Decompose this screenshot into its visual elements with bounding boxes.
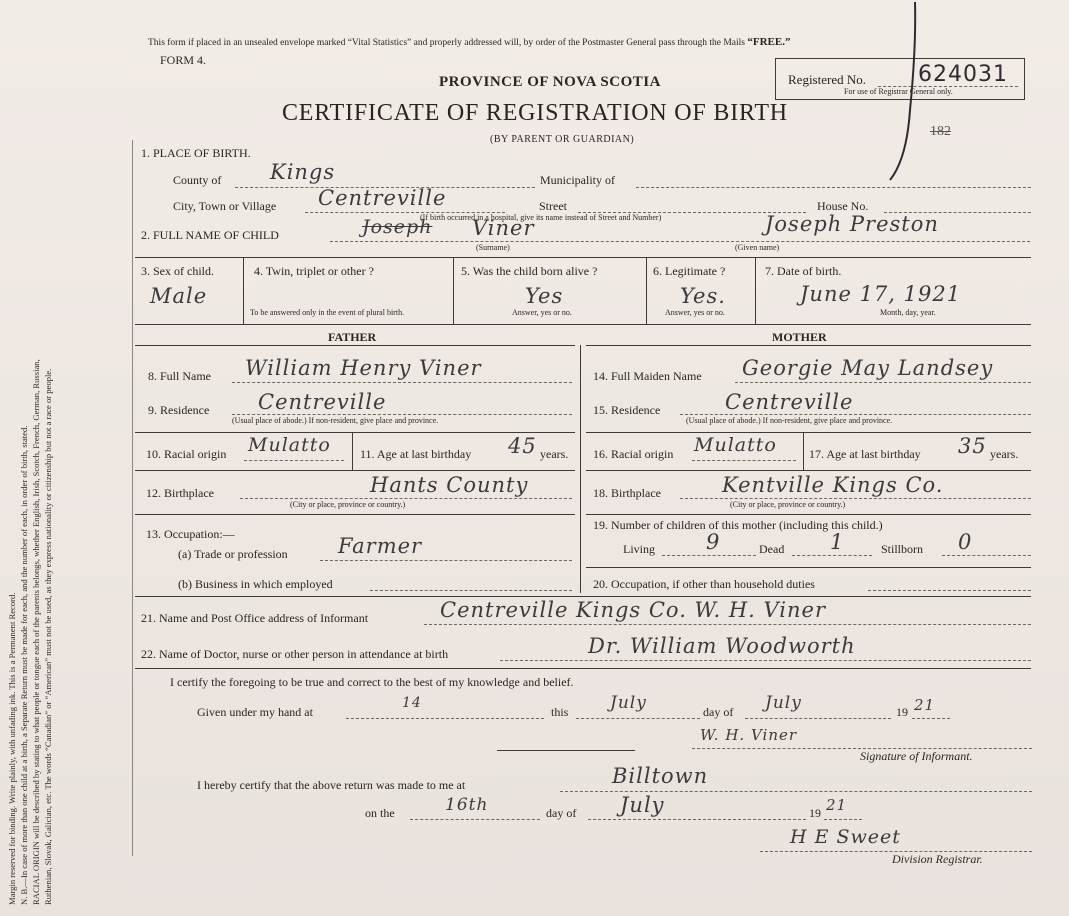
mother-residence-label: 15. Residence [593,403,661,417]
twin-label: 4. Twin, triplet or other ? [254,264,374,278]
father-birthplace-value: Hants County [370,473,529,497]
margin-note-2: N. B.—In case of more than one child at a birth, a Separate Return must be made for each, and the number of each, in order of birth, stated. [19,425,29,905]
hospital-note: (If birth occurred in a hospital, give its name instead of Street and Number) [420,213,662,222]
child-name-label: 2. FULL NAME OF CHILD [141,228,279,242]
certificate-subtitle: (BY PARENT OR GUARDIAN) [490,134,635,145]
city-label: City, Town or Village [173,199,277,213]
father-heading: FATHER [328,330,377,344]
margin-note-4: Ruthenian, Slovak, Galician, etc. The words “Canadian” or “American” must not be used, as they express nationality or citizenship but not a race or people. [43,368,53,905]
row-divider [135,596,1031,597]
mail-free-label: “FREE.” [747,36,791,48]
province-heading: PROVINCE OF NOVA SCOTIA [439,74,661,90]
col-divider [453,257,454,324]
father-name-value: William Henry Viner [245,356,482,380]
living-label: Living [623,542,655,556]
row-divider [586,514,1031,515]
registrar-note: For use of Registrar General only. [844,87,953,96]
registrar-place-line [560,791,1032,792]
on-line [410,819,540,820]
stillborn-label: Stillborn [881,542,924,556]
pen-stroke-graphic [880,0,940,190]
county-value: Kings [270,160,336,184]
mother-name-line [735,382,1031,383]
mother-birthplace-label: 18. Birthplace [593,486,661,500]
this-value: July [610,693,647,713]
this-label: this [551,705,569,719]
registered-label: Registered No. [788,72,866,87]
sex-label: 3. Sex of child. [141,264,214,278]
mother-age-label: 17. Age at last birthday [809,447,921,461]
father-trade-label: (a) Trade or profession [178,547,288,561]
father-residence-value: Centreville [258,390,387,414]
legitimate-note: Answer, yes or no. [665,308,725,317]
mother-birthplace-note: (City or place, province or country.) [730,500,846,509]
registrar-dayof-label: day of [546,806,577,820]
child-surname: Viner [472,216,535,240]
municipality-label: Municipality of [540,173,615,187]
form-number: FORM 4. [160,53,207,67]
informant-signature: W. H. Viner [700,726,798,744]
father-years: years. [540,447,569,461]
informant-signature-caption: Signature of Informant. [860,749,973,763]
living-value: 9 [706,530,721,554]
on-label: on the [365,806,395,820]
margin-note-1: Margin reserved for binding. Write plainly, with unfading ink. This is a Permanent Record. [7,592,17,905]
col-divider [352,432,353,470]
mother-racial-label: 16. Racial origin [593,447,674,461]
father-age-value: 45 [508,434,537,458]
legitimate-value: Yes. [680,284,726,308]
col-divider [755,257,756,324]
father-business-label: (b) Business in which employed [178,577,333,591]
on-value: 16th [445,795,489,815]
registrar-year-line [824,819,862,820]
dob-note: Month, day, year. [880,308,936,317]
registrar-dayof-value: July [620,793,665,817]
mother-name-label: 14. Full Maiden Name [593,369,702,383]
mother-residence-value: Centreville [725,390,854,414]
father-residence-note: (Usual place of abode.) If non-resident, give place and province. [232,416,439,425]
registrar-year-prefix: 19 [809,806,821,820]
father-birthplace-line [240,498,572,499]
given-name-caption: (Given name) [735,243,780,252]
this-line [576,718,700,719]
margin-notes [6,15,54,905]
dead-label: Dead [759,542,785,556]
mother-racial-line [692,460,796,461]
margin-rule [132,140,133,856]
given-value: 14 [402,695,422,711]
mother-years: years. [990,447,1019,461]
row-divider [135,257,1031,258]
center-divider [580,345,581,593]
row-divider [135,668,1031,669]
col-divider [803,432,804,470]
row-divider [135,514,575,515]
father-residence-line [232,414,572,415]
doctor-line [500,660,1031,661]
alive-note: Answer, yes or no. [512,308,572,317]
registrar-certify: I hereby certify that the above return was made to me at [197,778,466,792]
informant-value: Centreville Kings Co. W. H. Viner [440,598,826,622]
father-racial-value: Mulatto [248,434,331,456]
father-rule [135,345,575,346]
dead-value: 1 [830,530,845,554]
mother-name-value: Georgie May Landsey [742,356,994,380]
given-line [346,718,544,719]
father-name-line [232,382,572,383]
father-birthplace-label: 12. Birthplace [146,486,214,500]
row-divider [586,567,1031,568]
informant-certify: I certify the foregoing to be true and correct to the best of my knowledge and belief. [170,675,574,689]
father-racial-label: 10. Racial origin [146,447,227,461]
alive-value: Yes [525,284,564,308]
mother-birthplace-line [680,498,1031,499]
mother-birthplace-value: Kentville Kings Co. [722,473,944,497]
county-label: County of [173,173,222,187]
given-label: Given under my hand at [197,705,313,719]
living-line [662,555,756,556]
child-given-name: Joseph Preston [765,212,939,236]
mother-children-label: 19. Number of children of this mother (including this child.) [593,518,883,532]
corner-mark-text: 182 [930,124,951,139]
dayof-line [745,718,891,719]
informant-year-value: 21 [914,696,936,714]
mother-rule [586,345,1031,346]
municipality-line [636,187,1031,188]
sex-value: Male [150,284,208,308]
father-birthplace-note: (City or place, province or country.) [290,500,406,509]
registrar-signature: H E Sweet [790,826,901,848]
registrar-place: Billtown [612,764,709,788]
registrar-caption: Division Registrar. [892,852,983,866]
stillborn-value: 0 [958,530,973,554]
row-divider [135,432,575,433]
registered-number: 624031 [918,62,1008,87]
father-racial-line [244,460,344,461]
dayof-label: day of [703,705,734,719]
twin-note: To be answered only in the event of plural birth. [250,308,405,317]
father-occupation-label: 13. Occupation:— [146,527,235,541]
street-label: Street [539,199,567,213]
dayof-value: July [765,693,802,713]
stillborn-line [942,555,1031,556]
legitimate-label: 6. Legitimate ? [653,264,726,278]
father-business-line [370,590,572,591]
mother-occupation-label: 20. Occupation, if other than household duties [593,577,815,591]
struck-child-name: Joseph [362,216,433,238]
signature-rule [497,750,635,751]
certificate-title: CERTIFICATE OF REGISTRATION OF BIRTH [282,100,788,126]
surname-caption: (Surname) [476,243,510,252]
dead-line [792,555,872,556]
informant-year-line [912,718,950,719]
dob-value: June 17, 1921 [800,282,962,306]
father-residence-label: 9. Residence [148,403,210,417]
father-name-label: 8. Full Name [148,369,211,383]
alive-label: 5. Was the child born alive ? [461,264,598,278]
father-trade-value: Farmer [338,534,423,558]
mother-residence-note: (Usual place of abode.) If non-resident, give place and province. [686,416,893,425]
doctor-label: 22. Name of Doctor, nurse or other person in attendance at birth [141,647,449,661]
mother-heading: MOTHER [772,330,827,344]
mail-notice-text: This form if placed in an unsealed envelope marked “Vital Statistics” and properly addressed will, by order of the Postmaster General pass through the Mails [148,38,745,48]
registrar-dayof-line [588,819,806,820]
col-divider [646,257,647,324]
mother-occupation-line [868,590,1031,591]
informant-year-prefix: 19 [896,705,908,719]
doctor-value: Dr. William Woodworth [588,634,856,658]
mother-racial-value: Mulatto [694,434,777,456]
margin-note-3: RACIAL ORIGIN will be described by stating to what people or tongue each of the parents belongs, whether English, Irish, Scotch, French, German, Russian, [31,359,41,905]
informant-label: 21. Name and Post Office address of Informant [141,611,369,625]
father-trade-line [320,560,572,561]
father-age-label: 11. Age at last birthday [360,447,472,461]
mother-residence-line [680,414,1031,415]
house-label: House No. [817,199,869,213]
col-divider [243,257,244,324]
row-divider [135,470,575,471]
registrar-year-value: 21 [826,796,848,814]
city-value: Centreville [318,186,447,210]
informant-line [424,624,1031,625]
mail-notice [148,36,790,48]
mother-age-value: 35 [958,434,987,458]
row-divider [586,470,1031,471]
dob-label: 7. Date of birth. [765,264,842,278]
row-divider [586,432,1031,433]
row-divider [135,324,1031,325]
place-of-birth-label: 1. PLACE OF BIRTH. [141,146,251,160]
child-name-line [330,241,1030,242]
